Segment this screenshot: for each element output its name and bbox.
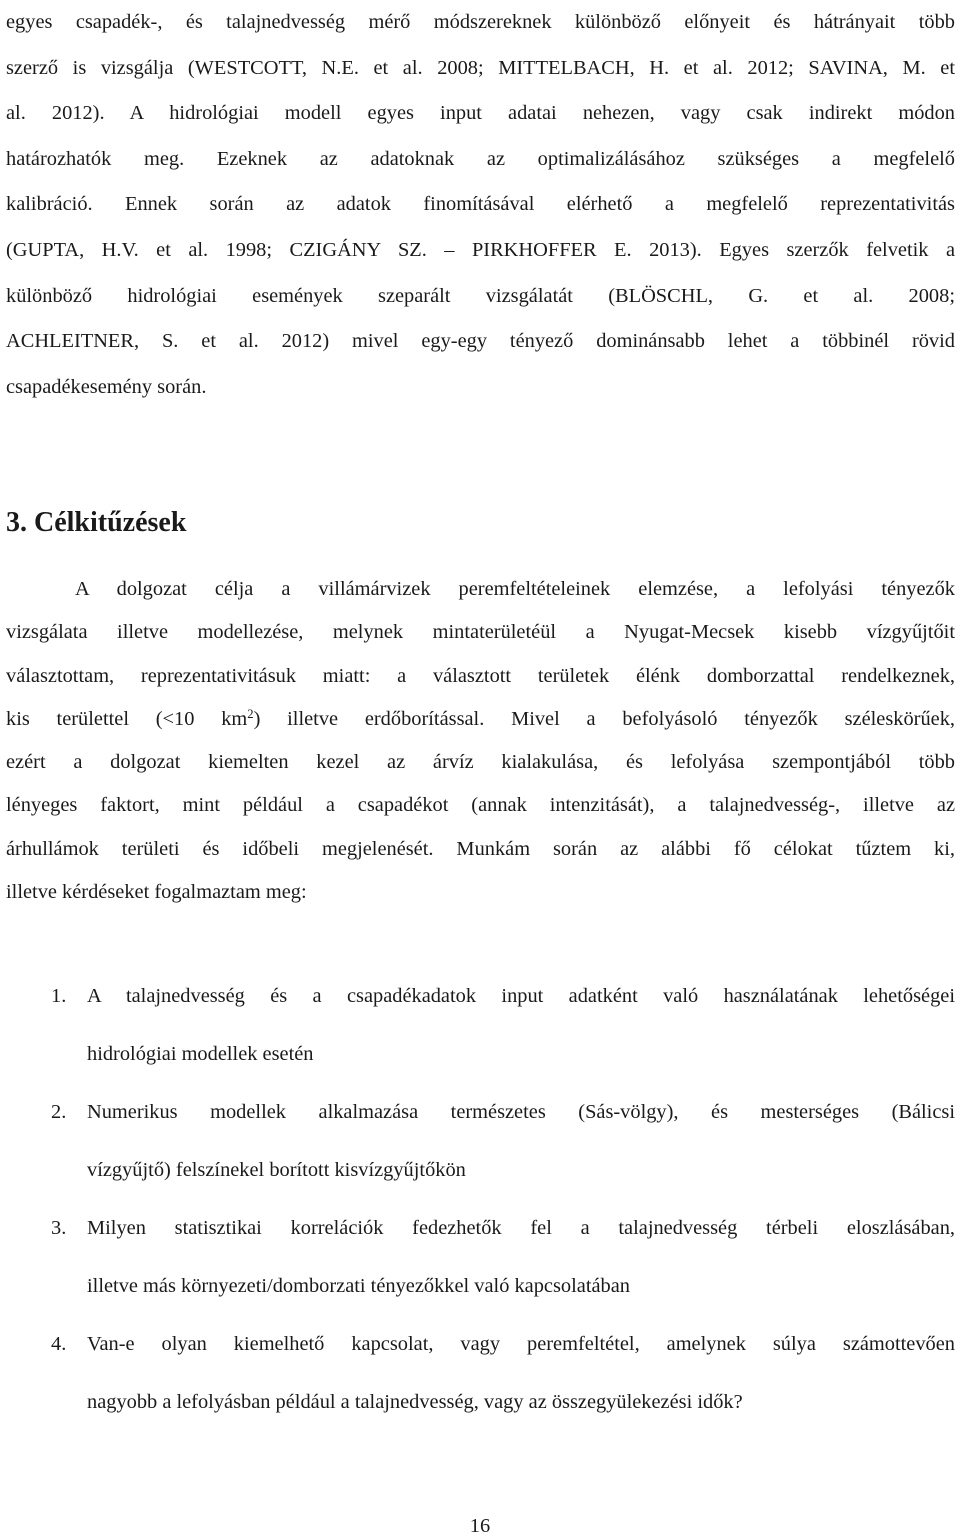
objectives-paragraph xyxy=(6,568,955,914)
superscript: 2 xyxy=(247,706,254,721)
text-run: kis területtel (<10 km xyxy=(6,707,248,730)
text-line: A talajnedvesség és a csapadékadatok input adatként való használatának lehetőségei xyxy=(87,985,955,1007)
list-item-text xyxy=(87,967,955,1083)
text-line: A dolgozat célja a villámárvizek peremfeltételeinek elemzése, a lefolyási tényezők xyxy=(75,578,955,600)
text-line: (GUPTA, H.V. et al. 1998; CZIGÁNY SZ. – PIRKHOFFER E. 2013). Egyes szerzők felvetik a xyxy=(6,238,955,261)
text-line: al. 2012). A hidrológiai modell egyes input adatai nehezen, vagy csak indirekt módon xyxy=(6,102,955,125)
text-line: ezért a dolgozat kiemelten kezel az árvíz kialakulása, és lefolyása szempontjából több xyxy=(6,751,955,774)
text-line: ACHLEITNER, S. et al. 2012) mivel egy-egy tényező dominánsabb lehet a többinél rövid xyxy=(6,330,955,353)
text-line: Van-e olyan kiemelhető kapcsolat, vagy peremfeltétel, amelynek súlya számottevően xyxy=(87,1333,955,1355)
text-line: illetve más környezeti/domborzati tényezőkkel való kapcsolatában xyxy=(87,1275,630,1297)
list-item-text xyxy=(87,1199,955,1315)
text-line: csapadékesemény során. xyxy=(6,375,207,398)
text-line: határozhatók meg. Ezeknek az adatoknak az optimalizálásához szükséges a megfelelő xyxy=(6,147,955,170)
text-line: vizsgálata illetve modellezése, melynek mintaterületéül a Nyugat-Mecsek kisebb vízgyűjtőit xyxy=(6,621,955,644)
text-line: Milyen statisztikai korrelációk fedezhetők fel a talajnedvesség térbeli eloszlásában, xyxy=(87,1217,955,1239)
text-line-area xyxy=(6,698,955,741)
page-number: 16 xyxy=(469,1515,491,1537)
text-line: hidrológiai modellek esetén xyxy=(87,1043,314,1065)
list-item-number: 2. xyxy=(51,1101,67,1123)
text-line: árhullámok területi és időbeli megjelenését. Munkám során az alábbi fő célokat tűztem ki, xyxy=(6,837,955,860)
list-item-text xyxy=(87,1315,955,1431)
text-line: különböző hidrológiai események szeparált vizsgálatát (BLÖSCHL, G. et al. 2008; xyxy=(6,284,955,307)
text-line: nagyobb a lefolyásban például a talajnedvesség, vagy az összegyülekezési idők? xyxy=(87,1391,743,1413)
text-line: vízgyűjtő) felszínekel borított kisvízgyűjtőkön xyxy=(87,1159,466,1181)
text-line: választottam, reprezentativitásuk miatt: a választott területek élénk domborzattal rendelkeznek, xyxy=(6,664,955,687)
intro-paragraph xyxy=(6,0,955,410)
list-item-number: 1. xyxy=(51,985,67,1007)
text-line: Numerikus modellek alkalmazása természetes (Sás-völgy), és mesterséges (Bálicsi xyxy=(87,1101,955,1123)
list-item-text xyxy=(87,1083,955,1199)
text-line: illetve kérdéseket fogalmaztam meg: xyxy=(6,881,307,904)
text-line: egyes csapadék-, és talajnedvesség mérő módszereknek különböző előnyeit és hátrányait több xyxy=(6,11,955,33)
text-line: kalibráció. Ennek során az adatok finomításával elérhető a megfelelő reprezentativitás xyxy=(6,193,955,216)
text-line: lényeges faktort, mint például a csapadékot (annak intenzitását), a talajnedvesség-, illetve az xyxy=(6,794,955,817)
list-item-number: 4. xyxy=(51,1333,67,1355)
text-run: ) illetve erdőborítással. Mivel a befolyásoló tényezők széleskörűek, xyxy=(253,707,955,730)
list-item-number: 3. xyxy=(51,1217,67,1239)
text-line: szerző is vizsgálja (WESTCOTT, N.E. et al. 2008; MITTELBACH, H. et al. 2012; SAVINA, M. et xyxy=(6,56,955,79)
section-heading: 3. Célkitűzések xyxy=(6,507,187,538)
